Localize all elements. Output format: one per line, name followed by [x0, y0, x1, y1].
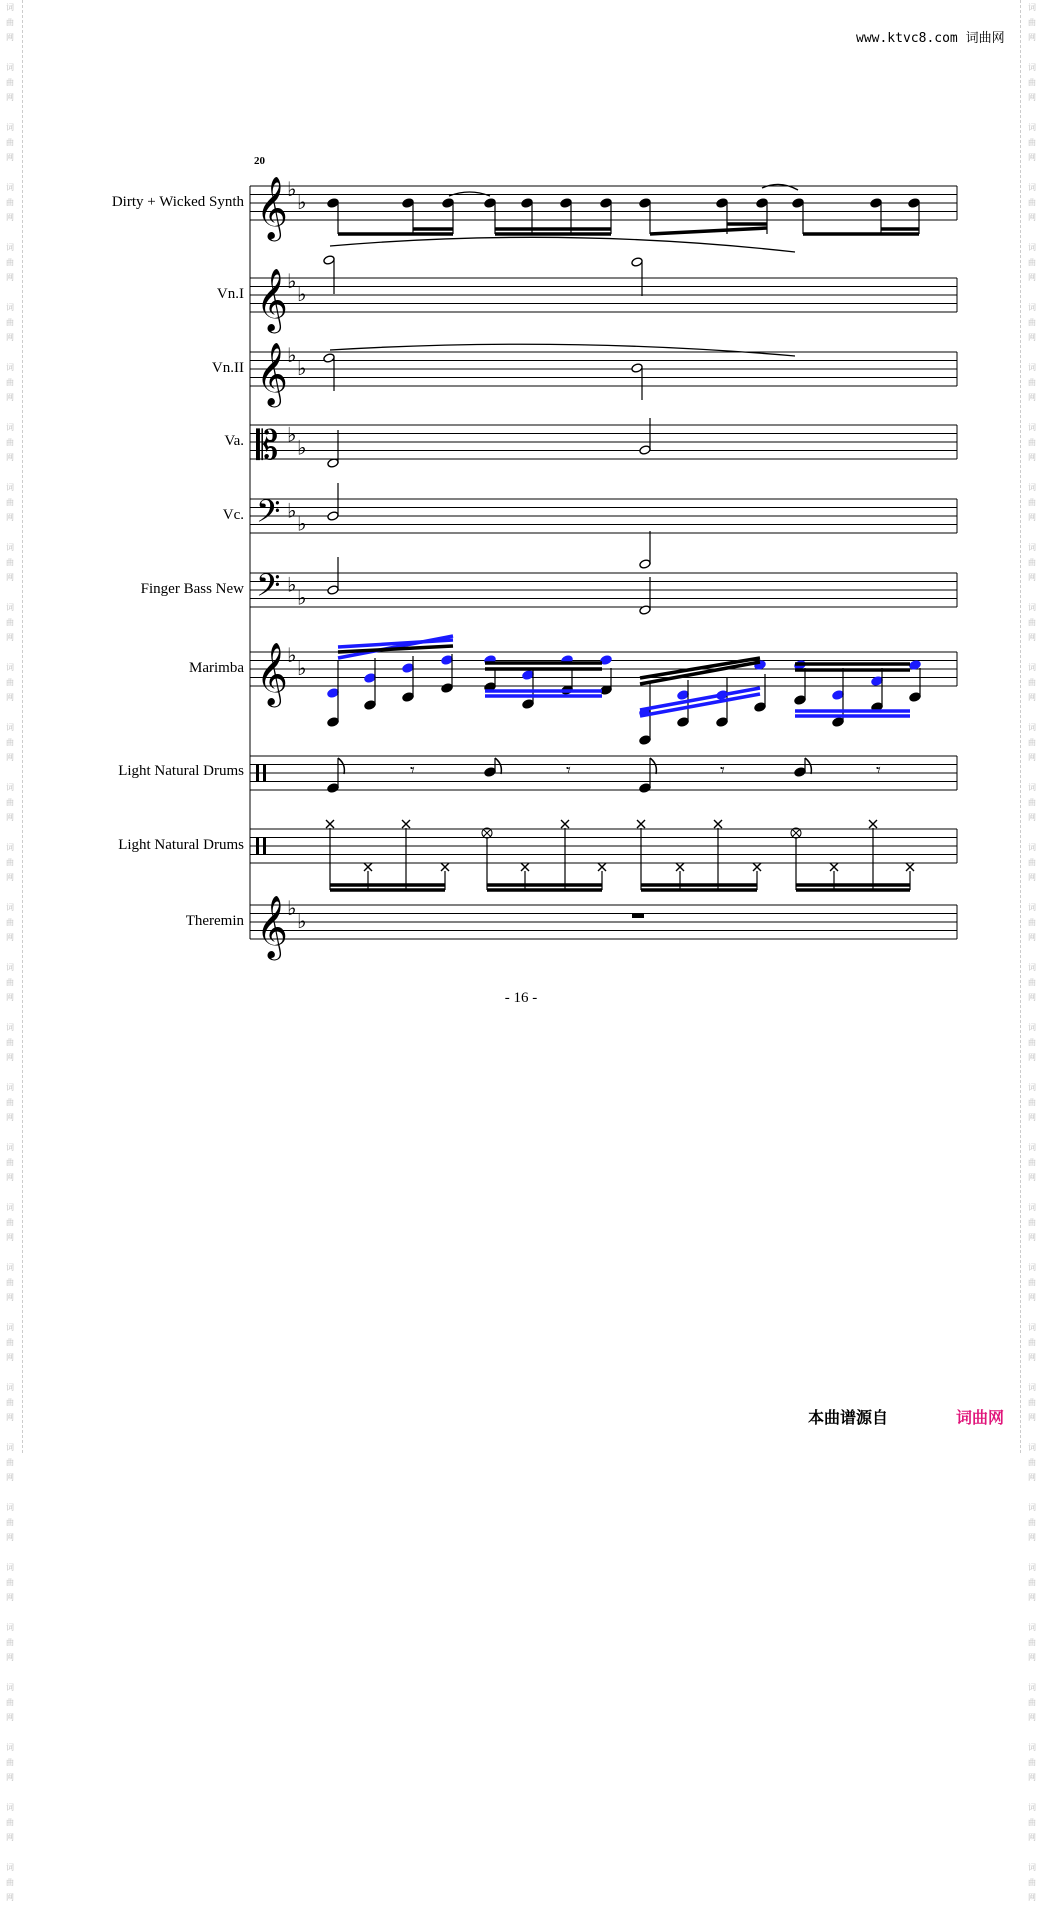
eighth-rest: 𝄾: [876, 760, 881, 781]
staff-lines: [250, 186, 957, 939]
flat-sign: ♭: [287, 572, 297, 597]
flat-sign: ♭: [297, 585, 307, 610]
percussion-clef: [256, 838, 259, 855]
note-head-highlight: [327, 688, 339, 698]
note-head: [754, 702, 766, 712]
note-beam: [640, 662, 760, 684]
footer-source-text: 本曲谱源自: [808, 1408, 889, 1427]
note-head: [639, 735, 651, 745]
clefs: [256, 176, 306, 961]
instrument-label-vn2: Vn.II: [211, 360, 244, 376]
note-head-highlight: [441, 655, 453, 665]
note-flag: [650, 758, 656, 774]
note-head: [327, 783, 339, 793]
note-head: [327, 585, 339, 595]
instrument-label-synth: Dirty + Wicked Synth: [111, 194, 244, 210]
note-beam: [650, 228, 767, 234]
eighth-rest: 𝄾: [410, 760, 415, 781]
instrument-label-vn1: Vn.I: [216, 286, 244, 302]
note-head-highlight: [364, 673, 376, 683]
note-head: [402, 198, 414, 208]
instrument-label-vc: Vc.: [222, 507, 244, 523]
eighth-rest: 𝄾: [566, 760, 571, 781]
notation: [322, 184, 921, 918]
flat-sign: ♭: [287, 422, 297, 447]
instrument-label-theremin: Theremin: [185, 913, 244, 929]
flat-sign: ♭: [297, 355, 307, 380]
note-head: [716, 198, 728, 208]
note-head: [870, 198, 882, 208]
flat-sign: ♭: [297, 281, 307, 306]
note-head: [484, 198, 496, 208]
instrument-label-bass: Finger Bass New: [140, 581, 244, 597]
note-head: [560, 198, 572, 208]
note-head-highlight: [402, 663, 414, 673]
note-flag: [495, 758, 501, 774]
note-head: [677, 717, 689, 727]
instrument-label-drums1: Light Natural Drums: [118, 763, 244, 779]
note-head: [639, 445, 651, 455]
right-watermark-strip: 词 曲 网 词 曲 网 词 曲 网 词 曲 网 词 曲 网 词 曲 网 词 曲 网 词 曲 网 词 曲 网 词 曲 网 词 曲 网 词 曲 网 词 曲 网 词 曲 网 词 曲 网 词 曲 网 词 曲 网 词 曲 网 词 曲 网 词 曲 网 词 曲 网 词 曲 网 词 曲 网 词 曲 网 词 曲 网 词 曲 网 词 曲 网 词 曲 网 词 曲 网 词 曲 网 词 曲 网 词 曲 网: [1028, 3, 1036, 1902]
alto-clef: 𝄡: [256, 423, 279, 469]
note-head: [832, 717, 844, 727]
note-head: [522, 699, 534, 709]
slur: [330, 344, 795, 356]
note-head: [600, 198, 612, 208]
whole-rest: [632, 913, 644, 918]
flat-sign: ♭: [287, 177, 297, 202]
left-watermark-strip: 词 曲 网 词 曲 网 词 曲 网 词 曲 网 词 曲 网 词 曲 网 词 曲 网 词 曲 网 词 曲 网 词 曲 网 词 曲 网 词 曲 网 词 曲 网 词 曲 网 词 曲 网 词 曲 网 词 曲 网 词 曲 网 词 曲 网 词 曲 网 词 曲 网 词 曲 网 词 曲 网 词 曲 网 词 曲 网 词 曲 网 词 曲 网 词 曲 网 词 曲 网 词 曲 网 词 曲 网 词 曲 网: [6, 3, 14, 1902]
footer-brand-logo: 词曲网: [956, 1408, 1005, 1427]
note-flag: [805, 758, 811, 774]
instrument-label-va: Va.: [224, 433, 244, 449]
note-flag: [338, 758, 344, 774]
note-head: [639, 605, 651, 615]
treble-clef: 𝄞: [256, 176, 288, 239]
note-head: [639, 783, 651, 793]
note-head: [327, 717, 339, 727]
treble-clef: 𝄞: [256, 268, 288, 331]
slur: [330, 237, 795, 252]
note-head: [756, 198, 768, 208]
note-head: [327, 198, 339, 208]
percussion-clef: [263, 838, 266, 855]
flat-sign: ♭: [287, 343, 297, 368]
note-head: [441, 683, 453, 693]
note-head: [402, 692, 414, 702]
note-head: [909, 692, 921, 702]
note-head: [442, 198, 454, 208]
flat-sign: ♭: [287, 498, 297, 523]
note-head: [792, 198, 804, 208]
note-head-highlight: [677, 690, 689, 700]
instrument-label-marimba: Marimba: [189, 660, 244, 676]
flat-sign: ♭: [297, 908, 307, 933]
slur: [762, 184, 798, 190]
treble-clef: 𝄞: [256, 895, 288, 958]
note-head: [639, 559, 651, 569]
instrument-label-drums2: Light Natural Drums: [118, 837, 244, 853]
site-url: www.ktvc8.com: [856, 31, 958, 46]
treble-clef: 𝄞: [256, 642, 288, 705]
eighth-rest: 𝄾: [720, 760, 725, 781]
note-head: [631, 363, 643, 373]
flat-sign: ♭: [287, 896, 297, 921]
percussion-clef: [256, 765, 259, 782]
note-head: [323, 255, 335, 265]
flat-sign: ♭: [297, 189, 307, 214]
note-head: [794, 767, 806, 777]
note-head: [908, 198, 920, 208]
percussion-clef: [263, 765, 266, 782]
note-head: [323, 353, 335, 363]
note-head: [327, 511, 339, 521]
flat-sign: ♭: [287, 269, 297, 294]
note-head: [364, 700, 376, 710]
bass-clef: 𝄢: [256, 493, 281, 537]
site-name: 词曲网: [965, 31, 1005, 46]
note-head-highlight: [832, 690, 844, 700]
bass-clef: 𝄢: [256, 567, 281, 611]
page-number: - 16 -: [504, 990, 538, 1006]
note-head: [521, 198, 533, 208]
note-head: [484, 767, 496, 777]
measure-number: 20: [254, 155, 265, 167]
flat-sign: ♭: [297, 511, 307, 536]
note-head: [631, 257, 643, 267]
note-head: [794, 695, 806, 705]
flat-sign: ♭: [297, 435, 307, 460]
note-head: [639, 198, 651, 208]
flat-sign: ♭: [287, 643, 297, 668]
treble-clef: 𝄞: [256, 342, 288, 405]
flat-sign: ♭: [297, 655, 307, 680]
note-head: [716, 717, 728, 727]
note-head-highlight: [522, 670, 534, 680]
